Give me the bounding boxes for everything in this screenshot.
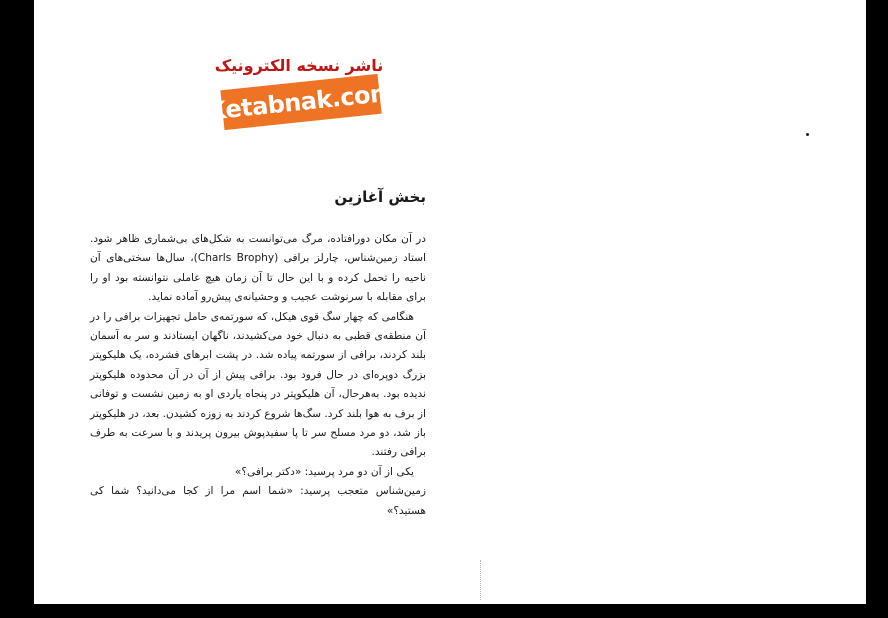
chapter-heading: بخش آغازین <box>334 188 426 206</box>
paragraph: زمین‌شناس متعجب پرسید: «شما اسم مرا از کجا می‌دانید؟ شما کی هستید؟» <box>90 485 426 517</box>
publisher-label: ناشر نسخه الکترونیک <box>214 56 384 75</box>
paragraph: در آن مکان دورافتاده، مرگ می‌توانست به شکل‌های بی‌شماری ظاهر شود. استاد زمین‌شناس، چارلز برافی (Charls Brophy)، سال‌ها سختی‌های آن ناحیه را تحمل کرده و با این حال تا آن زمان هیچ عاملی نتوانسته بود او را برای مقابله با سرنوشت عجیب و وحشیانه‌ی پیش‌رو آماده نماید. <box>90 233 426 304</box>
ketabnak-logo <box>206 74 396 130</box>
paragraph: یکی از آن دو مرد پرسید: «دکتر برافی؟» <box>234 465 414 478</box>
speck-mark <box>806 133 809 136</box>
left-page-text <box>90 188 426 521</box>
book-spread <box>34 0 866 604</box>
paragraph: هنگامی که چهار سگ قوی هیکل، که سورتمه‌ی حامل تجهیزات برافی را در آن منطقه‌ی قطبی به دنبال خود می‌کشیدند، ناگهان ایستادند و سر به آسمان بلند کردند، برافی از سورتمه پیاده شد. در پشت ابرهای فشرده، یک هلیکوپتر بزرگ دوپره‌ای در حال فرود بود. برافی پیش از آن در آن محدوده هلیکوپتر ندیده بود. به‌هرحال، آن هلیکوپتر در پنجاه یاردی او به زمین نشست و توفانی از برف به هوا بلند کرد. سگ‌ها شروع کردند به زوزه کشیدن. بعد، در هلیکوپتر باز شد، دو مرد مسلح سر تا پا سفیدپوش بیرون پریدند و با سرعت به طرف برافی رفتند. <box>90 310 426 459</box>
page-gutter <box>480 560 482 600</box>
logo-text: Ketabnak.com <box>206 78 396 126</box>
